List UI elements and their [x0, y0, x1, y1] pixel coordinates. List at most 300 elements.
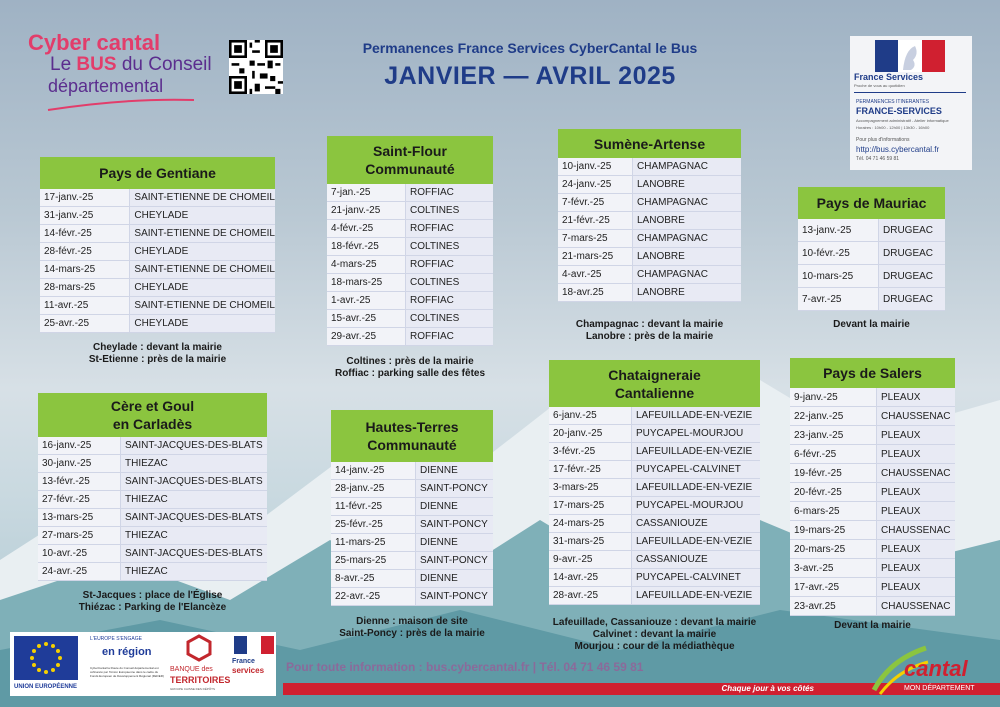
table-row: [40, 189, 275, 207]
note-line: Roffiac : parking salle des fêtes: [334, 368, 486, 379]
schedule-date: 10-févr.-25: [798, 242, 879, 265]
table-row: [331, 552, 493, 570]
schedule-location: LAFEUILLADE-EN-VEZIE: [632, 407, 761, 425]
schedule-location: LAFEUILLADE-EN-VEZIE: [632, 479, 761, 497]
bdt-line3: GROUPE CAISSE DES DÉPÔTS: [170, 687, 216, 691]
schedule-date: 24-avr.-25: [38, 563, 121, 581]
schedule-date: 11-févr.-25: [331, 498, 416, 516]
schedule-location: SAINT-JACQUES-DES-BLATS: [121, 545, 268, 563]
schedule-date: 11-mars-25: [331, 534, 416, 552]
schedule-location: PLEAUX: [877, 483, 956, 502]
schedule-location: SAINT-PONCY: [416, 588, 494, 606]
schedule-date: 21-janv.-25: [327, 202, 406, 220]
block-title: [327, 136, 493, 184]
fs-card-url[interactable]: http://bus.cybercantal.fr: [856, 145, 940, 154]
banque-des-territoires-logo: [170, 632, 230, 696]
cantal-department-logo: [870, 640, 990, 698]
logo-le-word: Le: [50, 54, 77, 75]
table-row: [38, 527, 267, 545]
schedule-location: CHAMPAGNAC: [633, 266, 742, 284]
fs-card-line3: Accompagnement administratif - Atelier informatique: [856, 118, 949, 123]
schedule-location: ROFFIAC: [406, 256, 494, 274]
note-line: St-Jacques : place de l'Église: [82, 590, 223, 601]
table-row: [331, 462, 493, 480]
schedule-date: 28-janv.-25: [331, 480, 416, 498]
schedule-location: DRUGEAC: [879, 219, 946, 242]
fs-card-hours: Horaires : 10h00 - 12h00 | 13h30 - 16h00: [856, 125, 930, 130]
schedule-location: PLEAUX: [877, 388, 956, 407]
schedule-date: 14-avr.-25: [549, 569, 632, 587]
block-title: Sumène-Artense: [558, 129, 741, 158]
schedule-date: 25-mars-25: [331, 552, 416, 570]
table-row: [790, 502, 955, 521]
schedule-date: 23-janv.-25: [790, 426, 877, 445]
table-row: [38, 473, 267, 491]
region-logo: [90, 636, 164, 692]
schedule-date: 21-févr.-25: [558, 212, 633, 230]
schedule-location: PUYCAPEL-CALVINET: [632, 461, 761, 479]
schedule-location: THIEZAC: [121, 563, 268, 581]
table-row: [331, 570, 493, 588]
footer-contact-info: Pour toute information : bus.cybercantal.fr | Tél. 04 71 46 59 81: [286, 660, 644, 674]
table-row: [549, 479, 760, 497]
table-row: [798, 219, 945, 242]
logo-cyber-word: Cyber: [28, 30, 91, 55]
schedule-date: 27-févr.-25: [38, 491, 121, 509]
schedule-date: 29-avr.-25: [327, 328, 406, 346]
schedule-location: DIENNE: [416, 534, 494, 552]
logo-swoosh-icon: [46, 98, 196, 112]
schedule-location: DIENNE: [416, 570, 494, 588]
schedule-date: 28-avr.-25: [549, 587, 632, 605]
schedule-date: 28-mars-25: [40, 279, 130, 297]
note-line: Lanobre : près de la mairie: [585, 331, 714, 342]
schedule-date: 19-mars-25: [790, 521, 877, 540]
table-row: [327, 328, 493, 346]
block-hautes-terres: [331, 410, 493, 606]
note-line: Champagnac : devant la mairie: [575, 319, 724, 330]
table-row: [549, 569, 760, 587]
schedule-date: 22-avr.-25: [331, 588, 416, 606]
table-row: [558, 230, 741, 248]
table-row: [790, 559, 955, 578]
logo-conseil-word: du Conseil: [116, 54, 212, 75]
table-row: [798, 288, 945, 311]
table-row: [558, 176, 741, 194]
table-row: [558, 284, 741, 302]
table-row: [790, 521, 955, 540]
schedule-table: [327, 184, 493, 346]
qr-code-icon[interactable]: [229, 40, 283, 94]
logo-bus-word: BUS: [76, 54, 117, 75]
schedule-location: DIENNE: [416, 498, 494, 516]
table-row: [40, 261, 275, 279]
schedule-location: LAFEUILLADE-EN-VEZIE: [632, 443, 761, 461]
schedule-date: 17-mars-25: [549, 497, 632, 515]
logo-departemental-word: départemental: [48, 76, 164, 96]
schedule-table: [798, 219, 945, 311]
table-row: [40, 315, 275, 333]
footer-slogan: Chaque jour à vos côtés: [721, 684, 814, 693]
block-title-line: Cère et Goul: [110, 398, 195, 414]
france-services-card: [850, 36, 972, 170]
partner-logos: [10, 632, 276, 696]
table-row: [549, 443, 760, 461]
table-row: [38, 491, 267, 509]
block-note: [790, 620, 955, 632]
schedule-location: CHAUSSENAC: [877, 597, 956, 616]
schedule-location: CHEYLADE: [130, 243, 275, 261]
schedule-date: 7-jan.-25: [327, 184, 406, 202]
note-line: Dienne : maison de site: [356, 616, 468, 627]
schedule-date: 3-avr.-25: [790, 559, 877, 578]
schedule-location: SAINT-PONCY: [416, 480, 494, 498]
schedule-location: ROFFIAC: [406, 220, 494, 238]
table-row: [38, 509, 267, 527]
note-line: Coltines : près de la mairie: [346, 356, 474, 367]
cybercantal-logo: [28, 30, 212, 110]
schedule-date: 18-févr.-25: [327, 238, 406, 256]
block-title: Pays de Salers: [790, 358, 955, 388]
block-note: [558, 319, 741, 343]
schedule-location: SAINT-ETIENNE DE CHOMEIL: [130, 225, 275, 243]
note-line: Thiézac : Parking de l'Elancèze: [78, 602, 227, 613]
table-row: [331, 516, 493, 534]
table-row: [40, 297, 275, 315]
fs-card-info-label: Pour plus d'informations: [856, 137, 910, 143]
fs-card-phone: Tél. 04 71 46 59 81: [856, 156, 900, 162]
schedule-date: 18-mars-25: [327, 274, 406, 292]
schedule-date: 30-janv.-25: [38, 455, 121, 473]
block-pays-de-gentiane: [40, 157, 275, 333]
schedule-date: 28-févr.-25: [40, 243, 130, 261]
table-row: [558, 158, 741, 176]
table-row: [40, 207, 275, 225]
table-row: [558, 212, 741, 230]
schedule-date: 1-avr.-25: [327, 292, 406, 310]
schedule-date: 7-avr.-25: [798, 288, 879, 311]
schedule-date: 9-avr.-25: [549, 551, 632, 569]
schedule-location: CASSANIOUZE: [632, 515, 761, 533]
schedule-date: 7-mars-25: [558, 230, 633, 248]
note-line: Calvinet : devant la mairie: [592, 629, 717, 640]
schedule-date: 17-avr.-25: [790, 578, 877, 597]
block-title: Pays de Mauriac: [798, 187, 945, 219]
table-row: [331, 534, 493, 552]
block-note: [549, 617, 760, 653]
block-title-line: Saint-Flour: [373, 143, 447, 159]
table-row: [327, 238, 493, 256]
schedule-date: 13-févr.-25: [38, 473, 121, 491]
table-row: [38, 563, 267, 581]
region-small-text: CyberCantal la Route du Conseil départemental est cofinancé par l'Union Européenne dans le cadre du Fonds Européen de Développement Régional (FEDER): [90, 666, 164, 678]
table-row: [549, 587, 760, 605]
table-row: [327, 256, 493, 274]
schedule-location: PLEAUX: [877, 578, 956, 597]
schedule-date: 24-janv.-25: [558, 176, 633, 194]
block-note: [40, 342, 275, 366]
block-title: [38, 393, 267, 437]
schedule-location: ROFFIAC: [406, 328, 494, 346]
fs-card-line2: FRANCE-SERVICES: [856, 106, 942, 116]
schedule-location: SAINT-ETIENNE DE CHOMEIL: [130, 261, 275, 279]
table-row: [327, 274, 493, 292]
table-row: [38, 545, 267, 563]
schedule-location: PLEAUX: [877, 445, 956, 464]
block-title-line: Communauté: [365, 161, 455, 177]
schedule-location: SAINT-PONCY: [416, 516, 494, 534]
block-title-line: Cantalienne: [614, 384, 695, 401]
table-row: [327, 292, 493, 310]
schedule-date: 14-janv.-25: [331, 462, 416, 480]
schedule-date: 18-avr.25: [558, 284, 633, 302]
schedule-location: LAFEUILLADE-EN-VEZIE: [632, 587, 761, 605]
schedule-location: THIEZAC: [121, 527, 268, 545]
schedule-location: CASSANIOUZE: [632, 551, 761, 569]
schedule-location: CHAUSSENAC: [877, 407, 956, 426]
schedule-location: SAINT-ETIENNE DE CHOMEIL: [130, 297, 275, 315]
table-row: [790, 578, 955, 597]
schedule-location: ROFFIAC: [406, 184, 494, 202]
table-row: [549, 551, 760, 569]
schedule-date: 21-mars-25: [558, 248, 633, 266]
logo-cantal-word: cantal: [90, 30, 161, 55]
schedule-location: PLEAUX: [877, 540, 956, 559]
schedule-location: SAINT-JACQUES-DES-BLATS: [121, 473, 268, 491]
cantal-word: cantal: [904, 656, 968, 681]
block-note: [798, 319, 945, 331]
schedule-date: 3-févr.-25: [549, 443, 632, 461]
cantal-subtitle: MON DÉPARTEMENT: [904, 685, 975, 692]
schedule-location: ROFFIAC: [406, 292, 494, 310]
block-title-line: en Carladès: [112, 416, 193, 432]
marianne-flag-icon: [875, 40, 945, 72]
table-row: [558, 248, 741, 266]
schedule-location: PLEAUX: [877, 559, 956, 578]
table-row: [549, 533, 760, 551]
schedule-location: DRUGEAC: [879, 265, 946, 288]
schedule-date: 17-janv.-25: [40, 189, 130, 207]
note-line: Lafeuillade, Cassaniouze : devant la mairie: [552, 617, 757, 628]
region-top-text: L'EUROPE S'ENGAGE: [90, 636, 142, 642]
schedule-date: 4-mars-25: [327, 256, 406, 274]
block-title-line: Chataigneraie: [608, 366, 701, 383]
table-row: [549, 515, 760, 533]
table-row: [798, 265, 945, 288]
schedule-date: 10-mars-25: [798, 265, 879, 288]
table-row: [790, 388, 955, 407]
schedule-date: 8-avr.-25: [331, 570, 416, 588]
schedule-date: 6-févr.-25: [790, 445, 877, 464]
schedule-table: [40, 189, 275, 333]
block-title-line: Hautes-Terres: [365, 419, 459, 435]
table-row: [327, 184, 493, 202]
table-row: [549, 461, 760, 479]
hexagon-icon: [186, 634, 212, 662]
schedule-location: DRUGEAC: [879, 242, 946, 265]
schedule-location: CHAUSSENAC: [877, 521, 956, 540]
block-chataigneraie-cantalienne: [549, 360, 760, 605]
schedule-date: 31-mars-25: [549, 533, 632, 551]
schedule-date: 20-févr.-25: [790, 483, 877, 502]
note-line: Cheylade : devant la mairie: [93, 342, 222, 353]
table-row: [40, 225, 275, 243]
fs-logo-line1: France: [232, 658, 255, 665]
region-big-text: en région: [102, 646, 152, 658]
schedule-date: 6-janv.-25: [549, 407, 632, 425]
eu-label: UNION EUROPÉENNE: [14, 684, 78, 690]
page-title: JANVIER — AVRIL 2025: [384, 62, 676, 90]
schedule-date: 14-févr.-25: [40, 225, 130, 243]
schedule-location: LANOBRE: [633, 248, 742, 266]
table-row: [38, 437, 267, 455]
schedule-location: PLEAUX: [877, 502, 956, 521]
schedule-location: CHAMPAGNAC: [633, 230, 742, 248]
table-row: [40, 279, 275, 297]
schedule-location: CHEYLADE: [130, 207, 275, 225]
table-row: [331, 588, 493, 606]
note-line: St-Etienne : près de la mairie: [88, 354, 227, 365]
table-row: [331, 480, 493, 498]
schedule-date: 7-févr.-25: [558, 194, 633, 212]
schedule-location: COLTINES: [406, 274, 494, 292]
schedule-location: SAINT-JACQUES-DES-BLATS: [121, 437, 268, 455]
schedule-date: 31-janv.-25: [40, 207, 130, 225]
fs-logo-line2: services: [232, 666, 265, 675]
schedule-date: 13-janv.-25: [798, 219, 879, 242]
table-row: [331, 498, 493, 516]
schedule-location: LANOBRE: [633, 176, 742, 194]
schedule-location: LANOBRE: [633, 212, 742, 230]
schedule-date: 27-mars-25: [38, 527, 121, 545]
page-subtitle: Permanences France Services CyberCantal le Bus: [362, 40, 698, 56]
schedule-table: [558, 158, 741, 302]
schedule-date: 23-avr.25: [790, 597, 877, 616]
table-row: [798, 242, 945, 265]
schedule-date: 4-avr.-25: [558, 266, 633, 284]
schedule-location: CHEYLADE: [130, 315, 275, 333]
table-row: [549, 407, 760, 425]
schedule-location: THIEZAC: [121, 455, 268, 473]
block-pays-de-mauriac: [798, 187, 945, 311]
table-row: [790, 445, 955, 464]
schedule-date: 10-janv.-25: [558, 158, 633, 176]
table-row: [790, 483, 955, 502]
block-sumene-artense: [558, 129, 741, 302]
schedule-location: LANOBRE: [633, 284, 742, 302]
bdt-line1: BANQUE des: [170, 666, 213, 673]
table-row: [549, 497, 760, 515]
schedule-location: DIENNE: [416, 462, 494, 480]
schedule-date: 25-avr.-25: [40, 315, 130, 333]
schedule-location: CHEYLADE: [130, 279, 275, 297]
block-cere-et-goul: [38, 393, 267, 581]
schedule-date: 3-mars-25: [549, 479, 632, 497]
fs-card-name: France Services: [854, 72, 924, 82]
eu-flag-icon: [14, 636, 78, 680]
schedule-date: 10-avr.-25: [38, 545, 121, 563]
block-note: [327, 356, 493, 380]
schedule-date: 20-janv.-25: [549, 425, 632, 443]
schedule-date: 20-mars-25: [790, 540, 877, 559]
schedule-table: [790, 388, 955, 616]
schedule-date: 25-févr.-25: [331, 516, 416, 534]
table-row: [327, 310, 493, 328]
note-line: Mourjou : cour de la médiathèque: [574, 641, 735, 652]
block-title: [331, 410, 493, 462]
schedule-date: 6-mars-25: [790, 502, 877, 521]
schedule-location: THIEZAC: [121, 491, 268, 509]
schedule-location: CHAMPAGNAC: [633, 194, 742, 212]
schedule-date: 9-janv.-25: [790, 388, 877, 407]
block-pays-de-salers: [790, 358, 955, 616]
schedule-date: 19-févr.-25: [790, 464, 877, 483]
schedule-location: PLEAUX: [877, 426, 956, 445]
france-services-logo: [232, 632, 276, 696]
fs-card-line1: PERMANENCES ITINERANTES: [856, 99, 930, 105]
note-line: Devant la mairie: [833, 319, 910, 330]
note-line: Saint-Poncy : près de la mairie: [339, 628, 485, 639]
block-title: [549, 360, 760, 407]
fs-card-divider: [854, 92, 966, 93]
table-row: [40, 243, 275, 261]
block-saint-flour: [327, 136, 493, 346]
schedule-date: 22-janv.-25: [790, 407, 877, 426]
table-row: [790, 540, 955, 559]
table-row: [38, 455, 267, 473]
schedule-table: [549, 407, 760, 605]
table-row: [327, 202, 493, 220]
schedule-location: COLTINES: [406, 238, 494, 256]
bdt-line2: TERRITOIRES: [170, 675, 231, 685]
schedule-date: 4-févr.-25: [327, 220, 406, 238]
schedule-location: SAINT-PONCY: [416, 552, 494, 570]
schedule-location: SAINT-ETIENNE DE CHOMEIL: [130, 189, 275, 207]
marianne-flag-icon: [234, 636, 274, 654]
schedule-table: [331, 462, 493, 606]
schedule-location: SAINT-JACQUES-DES-BLATS: [121, 509, 268, 527]
table-row: [790, 597, 955, 616]
schedule-date: 11-avr.-25: [40, 297, 130, 315]
schedule-location: DRUGEAC: [879, 288, 946, 311]
table-row: [790, 464, 955, 483]
schedule-date: 13-mars-25: [38, 509, 121, 527]
note-line: Devant la mairie: [834, 620, 911, 631]
schedule-date: 15-avr.-25: [327, 310, 406, 328]
block-note: [331, 616, 493, 640]
table-row: [558, 194, 741, 212]
schedule-location: PUYCAPEL-MOURJOU: [632, 425, 761, 443]
block-title-line: Communauté: [367, 437, 457, 453]
table-row: [327, 220, 493, 238]
schedule-location: COLTINES: [406, 202, 494, 220]
table-row: [558, 266, 741, 284]
schedule-location: CHAMPAGNAC: [633, 158, 742, 176]
schedule-date: 14-mars-25: [40, 261, 130, 279]
schedule-location: PUYCAPEL-CALVINET: [632, 569, 761, 587]
fs-card-tagline: Proche de vous au quotidien: [854, 83, 905, 88]
schedule-date: 17-févr.-25: [549, 461, 632, 479]
block-title: Pays de Gentiane: [40, 157, 275, 189]
table-row: [790, 407, 955, 426]
schedule-table: [38, 437, 267, 581]
schedule-location: PUYCAPEL-MOURJOU: [632, 497, 761, 515]
table-row: [549, 425, 760, 443]
schedule-location: LAFEUILLADE-EN-VEZIE: [632, 533, 761, 551]
schedule-date: 24-mars-25: [549, 515, 632, 533]
schedule-date: 16-janv.-25: [38, 437, 121, 455]
schedule-location: CHAUSSENAC: [877, 464, 956, 483]
